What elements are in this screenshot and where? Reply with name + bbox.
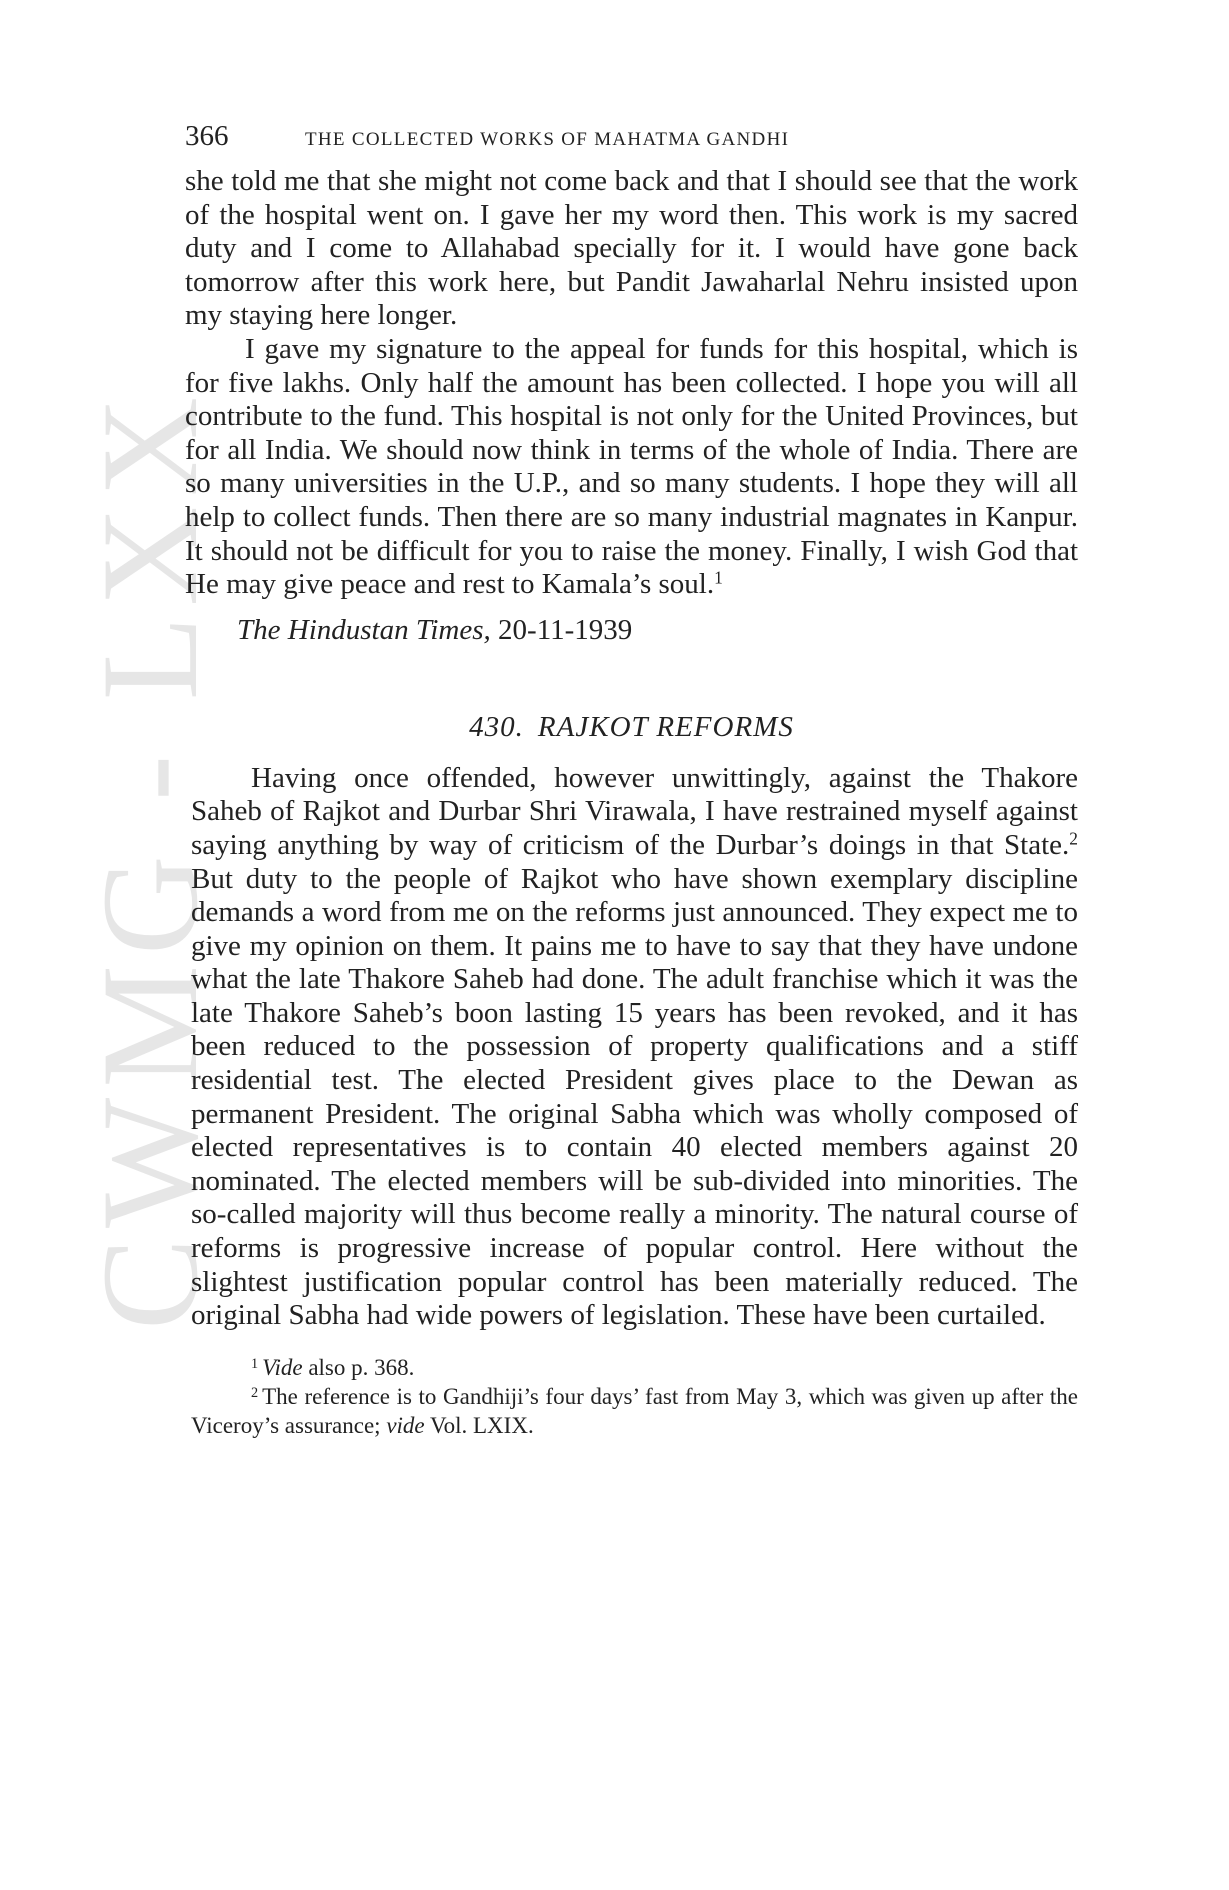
footnote-mark: 1 <box>251 1355 259 1372</box>
watermark: CWMG - LXX <box>73 386 226 1330</box>
paragraph-text: I gave my signature to the appeal for funds for this hospital, which is for five lakhs. Only half the amount has been collected. I hope you will all contribute to the fund. This hospital is not only for the United Provinces, but for all India. We should now think in terms of the whole of India. There are so many universities in the U.P., and so many students. I hope they will all help to collect funds. Then there are so many industrial magnates in Kanpur. It should not be difficult for you to raise the money. Finally, I wish God that He may give peace and rest to Kamala’s soul. <box>185 332 1078 601</box>
footnote-reference: 1 <box>714 567 723 588</box>
paragraph-text: Having once offended, however unwittingly, against the Thakore Saheb of Rajkot and Durbar Shri Virawala, I have restrained myself against saying anything by way of criticism of the Durbar’s doings in that State. <box>191 761 1078 861</box>
running-title: THE COLLECTED WORKS OF MAHATMA GANDHI <box>305 129 790 150</box>
page-number: 366 <box>185 120 229 152</box>
source-citation <box>237 614 1078 647</box>
footnote-text: The reference is to Gandhiji’s four days’ fast from May 3, which was given up after the Viceroy’s assurance; <box>191 1383 1078 1438</box>
citation-publication: The Hindustan Times, <box>237 613 491 646</box>
body-paragraph <box>185 333 1078 602</box>
footnote <box>191 1382 1078 1440</box>
footnote-italic: Vide <box>262 1354 303 1380</box>
footnote-reference: 2 <box>1069 828 1078 849</box>
footnote-mark: 2 <box>251 1384 259 1401</box>
footnote-text: Vol. LXIX. <box>424 1412 534 1438</box>
section-title: RAJKOT REFORMS <box>537 710 794 743</box>
footnote-italic: vide <box>386 1412 425 1438</box>
page <box>185 120 1078 1440</box>
footnote-text: also p. 368. <box>302 1354 415 1380</box>
citation-date: 20-11-1939 <box>498 613 633 646</box>
section-heading <box>185 711 1078 744</box>
footnote <box>191 1353 1078 1382</box>
section-number: 430. <box>469 710 524 743</box>
body-paragraph: she told me that she might not come back and that I should see that the work of the hospital went on. I gave her my word then. This work is my sacred duty and I come to Allahabad specially for it. I would have gone back tomorrow after this work here, but Pandit Jawaharlal Nehru insisted upon my staying here longer. <box>185 165 1078 332</box>
body-paragraph <box>191 762 1078 1333</box>
footnotes <box>191 1353 1078 1440</box>
paragraph-text: But duty to the people of Rajkot who have shown exemplary discipline demands a word from me on the reforms just announced. They expect me to give my opinion on them. It pains me to have to say that they have undone what the late Thakore Saheb had done. The adult franchise which it was the late Thakore Saheb’s boon lasting 15 years has been revoked, and it has been reduced to the possession of property qualifications and a stiff residential test. The elected President gives place to the Dewan as permanent President. The original Sabha which was wholly composed of elected representatives is to contain 40 elected members against 20 nominated. The elected members will be sub-divided into minorities. The so-called majority will thus become really a minority. The natural course of reforms is progressive increase of popular control. Here without the slightest justification popular control has been materially reduced. The original Sabha had wide powers of legislation. These have been curtailed. <box>191 862 1078 1332</box>
running-head <box>185 120 1078 153</box>
